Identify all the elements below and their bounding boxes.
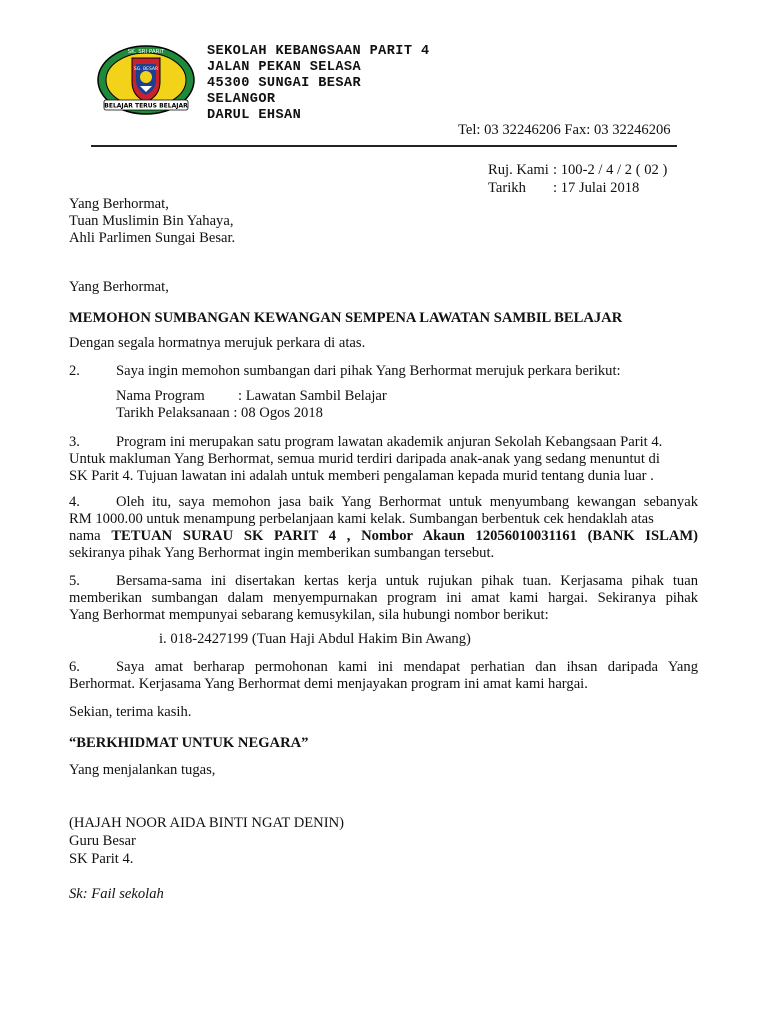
opening-line: Dengan segala hormatnya merujuk perkara di atas. [69,335,366,351]
contact-person: i. 018-2427199 (Tuan Haji Abdul Hakim Bin Awang) [159,631,471,647]
copy-to: Sk: Fail sekolah [69,886,164,902]
reference-label: Ruj. Kami [488,162,549,178]
address-line-3: SELANGOR [207,92,276,107]
logo-inner-text: SG. BESAR [133,67,159,72]
subject-heading: MEMOHON SUMBANGAN KEWANGAN SEMPENA LAWATAN SAMBIL BELAJAR [69,310,623,326]
paragraph-3-number: 3. [69,434,80,450]
paragraph-2-number: 2. [69,363,80,379]
recipient-title: Ahli Parlimen Sungai Besar. [69,230,236,246]
reference-number [488,162,667,179]
program-name-row [116,388,387,405]
signatory-title: Guru Besar [69,833,136,849]
account-prefix: nama [69,528,101,544]
address-line-1: JALAN PEKAN SELASA [207,60,362,75]
paragraph-4-line-2: RM 1000.00 untuk menampung perbelanjaan kami kelak. Sumbangan berbentuk cek hendaklah atas [69,511,654,527]
signature-intro: Yang menjalankan tugas, [69,762,216,778]
reference-value: : 100-2 / 4 / 2 ( 02 ) [553,162,668,178]
paragraph-6-text-1: Saya amat berharap permohonan kami ini mendapat perhatian dan ihsan daripada Yang [116,659,698,675]
paragraph-4-line-3 [69,528,698,545]
paragraph-3-line-1 [69,434,662,451]
program-date-value: : 08 Ogos 2018 [233,405,323,421]
greeting: Yang Berhormat, [69,279,169,295]
paragraph-5-line-3: Yang Berhormat mempunyai sebarang kemusykilan, sila hubungi nombor berikut: [69,607,549,623]
paragraph-4-text-1: Oleh itu, saya memohon jasa baik Yang Berhormat untuk menyumbang kewangan sebanyak [116,494,698,510]
contact-numbers: Tel: 03 32246206 Fax: 03 32246206 [458,122,671,138]
logo-motto: BELAJAR TERUS BELAJAR [104,102,188,110]
signatory-name: (HAJAH NOOR AIDA BINTI NGAT DENIN) [69,815,344,831]
school-logo [96,44,196,116]
paragraph-3-line-3: SK Parit 4. Tujuan lawatan ini adalah untuk memberi pengalaman kepada murid tentang dunia luar . [69,468,654,484]
letter-date [488,180,639,197]
closing-line: Sekian, terima kasih. [69,704,192,720]
account-details: TETUAN SURAU SK PARIT 4 , Nombor Akaun 12056010031161 (BANK ISLAM) [111,528,699,544]
school-name: SEKOLAH KEBANGSAAN PARIT 4 [207,44,430,59]
paragraph-6-line-1 [69,659,698,676]
paragraph-5-line-2: memberikan sumbangan dalam menyempurnakan program ini amat kami hargai. Sekiranya pihak [69,590,698,606]
program-name-label: Nama Program [116,388,205,404]
national-motto: “BERKHIDMAT UNTUK NEGARA” [69,735,309,751]
program-name-value: : Lawatan Sambil Belajar [238,388,387,404]
paragraph-4-number: 4. [69,494,80,510]
logo-top-text: SK. SRI PARIT [127,49,165,55]
signatory-org: SK Parit 4. [69,851,134,867]
paragraph-6-number: 6. [69,659,80,675]
recipient-name: Tuan Muslimin Bin Yahaya, [69,213,234,229]
paragraph-4-line-1 [69,494,698,511]
paragraph-5-number: 5. [69,573,80,589]
date-label: Tarikh [488,180,526,196]
paragraph-2 [69,363,621,380]
recipient-salutation: Yang Berhormat, [69,196,169,212]
paragraph-5-line-1 [69,573,698,590]
address-line-4: DARUL EHSAN [207,108,302,123]
address-line-2: 45300 SUNGAI BESAR [207,76,362,91]
paragraph-4-line-4: sekiranya pihak Yang Berhormat ingin memberikan sumbangan tersebut. [69,545,495,561]
paragraph-3-text-1: Program ini merupakan satu program lawatan akademik anjuran Sekolah Kebangsaan Parit 4. [116,434,663,450]
paragraph-2-text: Saya ingin memohon sumbangan dari pihak Yang Berhormat merujuk perkara berikut: [116,363,621,379]
paragraph-6-line-2: Berhormat. Kerjasama Yang Berhormat demi menjayakan program ini amat kami hargai. [69,676,588,692]
program-date-row [116,405,323,422]
header-rule [91,145,677,147]
date-value: : 17 Julai 2018 [553,180,640,196]
program-date-label: Tarikh Pelaksanaan [116,405,230,421]
paragraph-5-text-1: Bersama-sama ini disertakan kertas kerja untuk rujukan pihak tuan. Kerjasama pihak tuan [116,573,698,589]
paragraph-3-line-2: Untuk makluman Yang Berhormat, semua murid terdiri daripada anak-anak yang sedang menuntut di [69,451,660,467]
